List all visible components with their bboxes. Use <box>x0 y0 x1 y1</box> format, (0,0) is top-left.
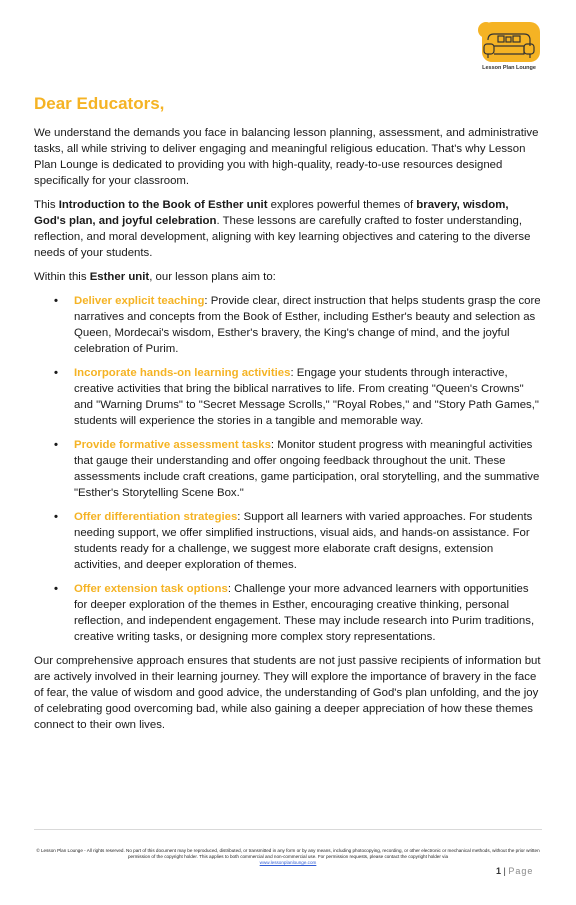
aim-title: Deliver explicit teaching <box>74 295 205 307</box>
bullet-icon: • <box>54 439 58 451</box>
greeting-heading: Dear Educators, <box>34 94 165 113</box>
bullet-icon: • <box>54 511 58 523</box>
list-item <box>54 365 542 429</box>
bullet-icon: • <box>54 367 58 379</box>
aim-title: Offer extension task options <box>74 583 228 595</box>
intro-paragraph: We understand the demands you face in balancing lesson planning, assessment, and administrative tasks, all while striving to deliver engaging and meaningful religious education. That's why Lesson Plan Lounge is dedicated to providing you with high-quality, ready-to-use resources designed specifically for your classroom. <box>34 127 539 187</box>
unit-themes: bravery, wisdom, God's plan, and joyful celebration <box>34 199 509 227</box>
aims-list <box>34 293 542 645</box>
aim-title: Provide formative assessment tasks <box>74 439 271 451</box>
aim-text: : Provide clear, direct instruction that helps students grasp the core narratives and concepts from the Book of Esther, including Esther's beauty and selection as Queen, Mordecai's wisdom, Esther's bravery, the King's change of mind, and the joyful celebration of Purim. <box>74 295 541 355</box>
list-item <box>54 509 542 573</box>
page-number: 1 | Page <box>496 866 534 876</box>
list-item <box>54 293 542 357</box>
aim-text: : Engage your students through interactive, creative activities that bring the biblical narratives to life. From creating "Queen's Crowns" and "Warning Drums" to "Secret Message Scrolls," "Royal Robes," and "Story Path Games," students will experience the stories in a tangible and memorable way. <box>74 367 539 427</box>
aim-text: : Support all learners with varied approaches. For students needing support, we offer simplified instructions, visual aids, and hands-on assistance. For students ready for a challenge, we suggest more elaborate craft designs, extension activities, and deeper exploration of themes. <box>74 511 533 571</box>
bullet-icon: • <box>54 295 58 307</box>
aim-text: : Challenge your more advanced learners with opportunities for deeper exploration of the themes in Esther, encouraging creative thinking, personal reflection, and independent engagement. These may include research into Purim traditions, creative writing tasks, or designing more complex story representations. <box>74 583 535 643</box>
list-item <box>54 581 542 645</box>
unit-paragraph: This Introduction to the Book of Esther unit explores powerful themes of bravery, wisdom, God's plan, and joyful celebration. These lessons are carefully crafted to foster understanding, reflection, and moral development, aligning with key learning objectives and catering to the diverse needs of your students. <box>34 199 531 259</box>
copyright-footer <box>34 848 542 866</box>
list-item <box>54 437 542 501</box>
aim-title: Incorporate hands-on learning activities <box>74 367 291 379</box>
unit-title: Introduction to the Book of Esther unit <box>58 199 268 211</box>
footer-divider <box>34 829 542 830</box>
letter-body <box>34 125 542 741</box>
aim-title: Offer differentiation strategies <box>74 511 238 523</box>
aims-intro: Within this Esther unit, our lesson plans aim to: <box>34 271 276 283</box>
bullet-icon: • <box>54 583 58 595</box>
copyright-text: © Lesson Plan Lounge - All rights reserved. No part of this document may be reproduced, distributed, or transmitted in any form or by any means, including photocopying, recording, or other electronic or mechanical methods, without the prior written permission of the copyright holder. This applies to both commercial and non-commercial use. For permission requests, please contact the copyright holder via <box>36 848 540 859</box>
aim-text: : Monitor student progress with meaningful activities that gauge their understanding and offer ongoing feedback throughout the unit. These assessments include craft creations, game participation, oral storytelling, and the summative "Esther's Storytelling Scene Box." <box>74 439 540 499</box>
closing-paragraph: Our comprehensive approach ensures that students are not just passive recipients of information but are actively involved in their learning journey. They will explore the importance of bravery in the face of fear, the value of wisdom and good advice, the understanding of God's plan unfolding, and the joy of celebrating good overcoming bad, while also gaining a deeper appreciation of how these themes connect to their own lives. <box>34 655 541 731</box>
website-link[interactable]: www.lessonplanlounge.com <box>259 860 317 865</box>
logo-text: Lesson Plan Lounge <box>482 65 536 71</box>
